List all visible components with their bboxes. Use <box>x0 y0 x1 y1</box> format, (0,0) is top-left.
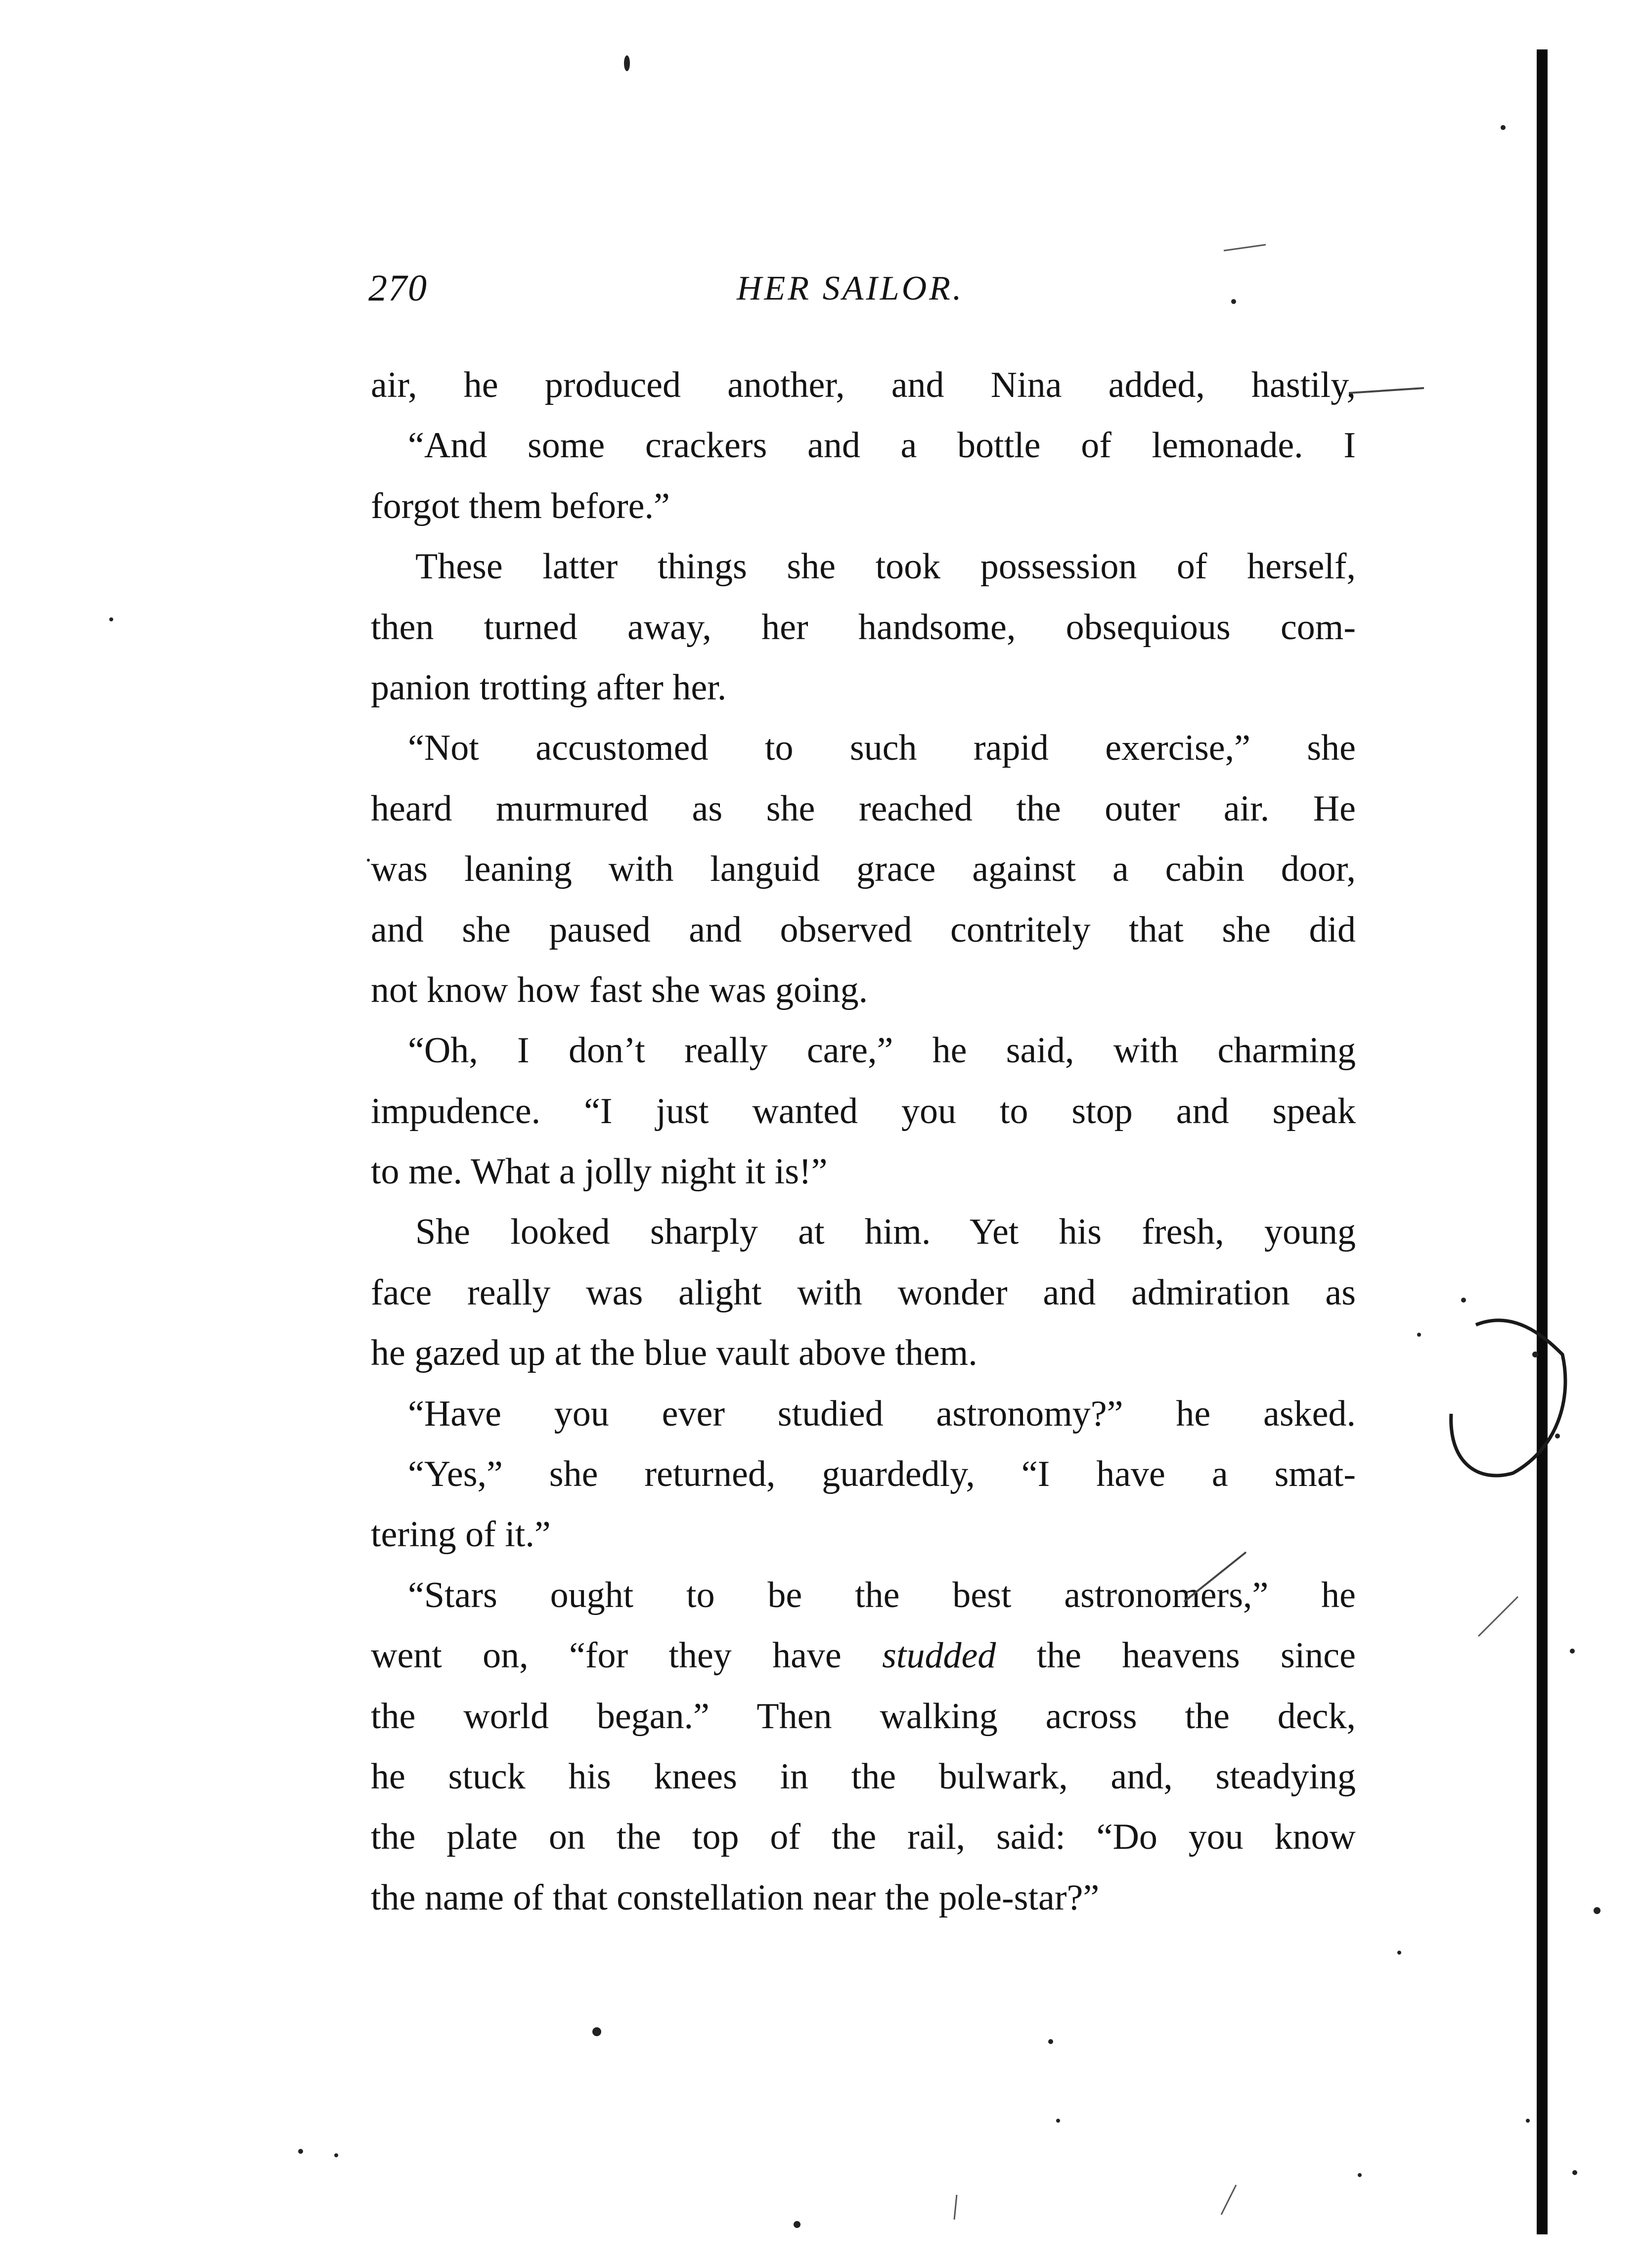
text-line <box>371 1625 1356 1686</box>
text-line: impudence. “I just wanted you to stop and speak <box>371 1090 1356 1132</box>
text-line: then turned away, her handsome, obsequious com- <box>371 607 1356 648</box>
text-line: She looked sharply at him. Yet his fresh, young <box>415 1212 1356 1253</box>
text-line: panion trotting after her. <box>371 667 727 708</box>
text-line: the name of that constellation near the pole-star?” <box>371 1877 1100 1918</box>
text-line: the plate on the top of the rail, said: “Do you know <box>371 1817 1356 1858</box>
text-line: “Not accustomed to such rapid exercise,” she <box>408 728 1356 769</box>
text-line: heard murmured as she reached the outer air. He <box>371 788 1356 829</box>
body-text <box>371 355 1356 1928</box>
text-line: he gazed up at the blue vault above them. <box>371 1333 978 1374</box>
text-line: he stuck his knees in the bulwark, and, steadying <box>371 1756 1356 1797</box>
text-line: and she paused and observed contritely that she did <box>371 909 1356 950</box>
running-title: HER SAILOR. <box>737 269 964 307</box>
text-line: face really was alight with wonder and admiration as <box>371 1272 1356 1313</box>
text-line: the world began.” Then walking across the deck, <box>371 1696 1356 1737</box>
text-line: “And some crackers and a bottle of lemonade. I <box>408 425 1356 466</box>
text-line: not know how fast she was going. <box>371 969 868 1010</box>
text-line: These latter things she took possession of herself, <box>415 546 1356 587</box>
text-line: was leaning with languid grace against a cabin door, <box>371 849 1356 890</box>
text-line: “Yes,” she returned, guardedly, “I have a smat- <box>408 1454 1356 1495</box>
text-line: “Have you ever studied astronomy?” he asked. <box>408 1393 1356 1434</box>
binding-rule <box>1537 49 1548 2234</box>
text-line: air, he produced another, and Nina added, hastily, <box>371 365 1356 405</box>
text-segment: the heavens since <box>996 1635 1356 1676</box>
italic-word: studded <box>882 1635 996 1676</box>
text-line: “Stars ought to be the best astronomers,” he <box>408 1574 1356 1615</box>
page-header <box>368 267 1345 316</box>
text-line: tering of it.” <box>371 1514 551 1555</box>
text-line: “Oh, I don’t really care,” he said, with charming <box>408 1030 1356 1071</box>
text-segment: went on, “for they have <box>371 1635 883 1676</box>
page-number: 270 <box>368 267 428 309</box>
text-line: to me. What a jolly night it is!” <box>371 1151 828 1192</box>
text-line: forgot them before.” <box>371 485 670 526</box>
